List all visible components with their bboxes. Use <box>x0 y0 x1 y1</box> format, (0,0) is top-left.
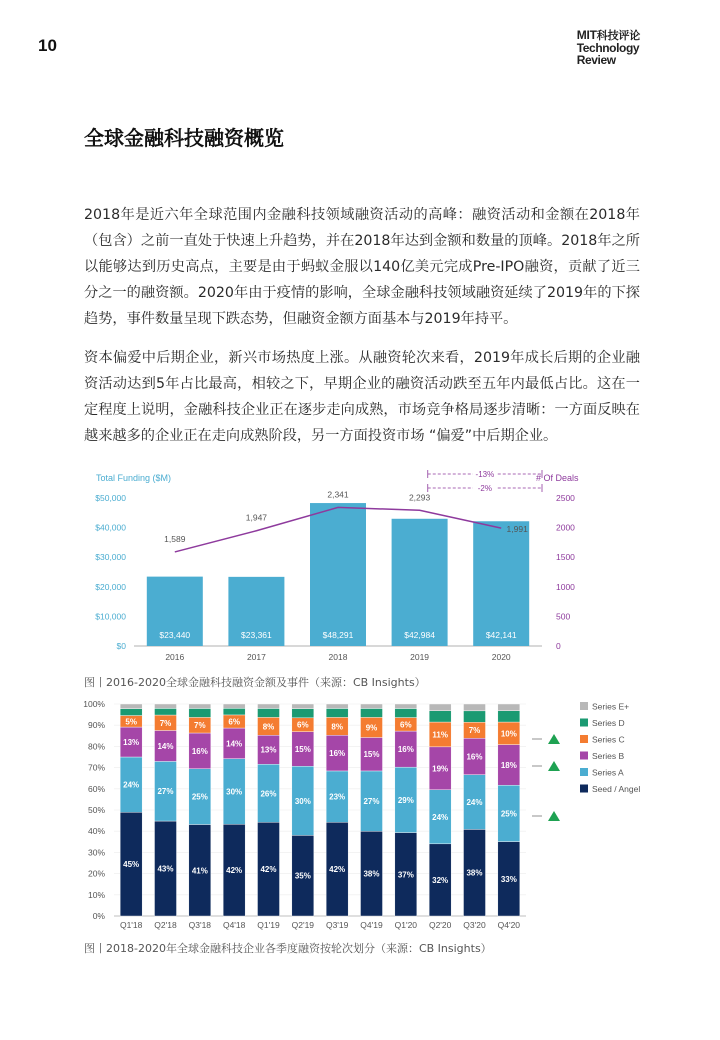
segment-value-label: 16% <box>191 746 208 756</box>
funding-bar <box>473 521 529 646</box>
section-title: 全球金融科技融资概览 <box>84 126 284 150</box>
right-tick-label: 1000 <box>556 581 575 592</box>
annotation-label: -2% <box>477 484 492 493</box>
right-tick-label: 2000 <box>556 522 575 533</box>
y-tick-label: 80% <box>87 741 105 752</box>
paragraph-1: 2018年是近六年全球范围内金融科技领域融资活动的高峰：融资活动和金额在2018年（包含）之前一直处于快速上升趋势，并在2018年达到金额和数量的顶峰。2018年之所以能够达到历史高点，主要是由于蚂蚁金服以140亿美元完成Pre-IPO融资，贡献了近三分之一的融资额。2020年由于疫情的影响，全球金融科技领域融资延续了2019年的下探趋势，事件数量呈现下跌态势，但融资金额方面基本与2019年持平。 <box>84 207 640 327</box>
segment-value-label: 16% <box>466 752 483 762</box>
funding-value-label: $42,141 <box>485 630 517 640</box>
x-tick-label: 2018 <box>328 652 348 662</box>
paragraph-2: 资本偏爱中后期企业，新兴市场热度上涨。从融资轮次来看，2019年成长后期的企业融资活动达到5年占比最高，相较之下，早期企业的融资活动跌至五年内最低占比。这在一定程度上说明，金融科技企业正在逐步走向成熟，市场竞争格局逐步清晰：一方面反映在越来越多的企业正在走向成熟阶段，另一方面投资市场 “偏爱”中后期企业。 <box>84 350 640 444</box>
segment-value-label: 42% <box>226 866 243 876</box>
stack-segment <box>120 709 142 716</box>
funding-bar <box>310 503 366 646</box>
x-tick-label: Q2'19 <box>291 920 315 930</box>
segment-value-label: 6% <box>297 720 309 730</box>
legend-label: Series E+ <box>592 701 630 712</box>
segment-value-label: 24% <box>432 812 449 822</box>
segment-value-label: 45% <box>123 860 140 870</box>
brand-line-2: Technology <box>576 41 640 55</box>
y-tick-label: 60% <box>87 783 105 794</box>
page-number: 10 <box>38 36 57 55</box>
x-tick-label: Q1'18 <box>119 920 143 930</box>
deals-value-label: 1,991 <box>506 524 528 535</box>
stack-segment <box>258 708 280 717</box>
brand-line-3: Review <box>576 53 616 67</box>
up-arrow-icon <box>548 734 560 744</box>
segment-value-label: 26% <box>260 789 277 799</box>
x-tick-label: 2016 <box>165 652 185 662</box>
segment-value-label: 30% <box>294 796 311 806</box>
segment-value-label: 37% <box>397 870 414 880</box>
funding-value-label: $23,440 <box>159 630 191 640</box>
x-tick-label: Q3'19 <box>325 920 349 930</box>
stack-segment <box>155 704 177 708</box>
deals-value-label: 1,589 <box>164 533 186 544</box>
stack-segment <box>189 704 211 708</box>
segment-value-label: 32% <box>432 875 449 885</box>
right-tick-label: 1500 <box>556 552 575 563</box>
stack-segment <box>464 704 486 711</box>
brand-logo <box>560 30 640 68</box>
segment-value-label: 41% <box>191 866 208 876</box>
right-tick-label: 2500 <box>556 493 575 503</box>
segment-value-label: 8% <box>262 722 275 732</box>
stack-segment <box>223 704 245 708</box>
segment-value-label: 38% <box>466 868 483 878</box>
left-tick-label: $40,000 <box>95 522 126 533</box>
segment-value-label: 6% <box>400 720 412 730</box>
segment-value-label: 9% <box>365 723 378 733</box>
segment-value-label: 27% <box>157 787 174 797</box>
segment-value-label: 15% <box>363 750 380 760</box>
segment-value-label: 7% <box>468 726 481 736</box>
segment-value-label: 38% <box>363 869 380 879</box>
segment-value-label: 19% <box>432 764 449 774</box>
right-tick-label: 0 <box>556 641 561 651</box>
segment-value-label: 42% <box>329 865 346 875</box>
stack-segment <box>498 704 520 711</box>
x-tick-label: Q2'18 <box>154 920 177 930</box>
legend-label: Seed / Angel <box>592 784 641 794</box>
legend-swatch <box>580 785 588 793</box>
y-tick-label: 50% <box>87 805 105 815</box>
legend-swatch <box>580 719 588 727</box>
segment-value-label: 18% <box>500 760 517 770</box>
left-tick-label: $30,000 <box>95 552 126 563</box>
segment-value-label: 14% <box>226 739 243 749</box>
y-tick-label: 90% <box>87 720 105 731</box>
legend-label: Series C <box>592 734 625 745</box>
segment-value-label: 11% <box>432 730 448 740</box>
funding-bar <box>392 519 448 646</box>
legend-label: Series D <box>592 718 625 728</box>
brand-line-1: MIT科技评论 <box>576 28 640 42</box>
y-tick-label: 10% <box>87 889 105 900</box>
segment-value-label: 25% <box>500 809 517 819</box>
x-tick-label: Q1'19 <box>257 920 280 930</box>
segment-value-label: 24% <box>466 798 483 808</box>
segment-value-label: 23% <box>329 792 346 802</box>
stack-segment <box>326 704 348 708</box>
funding-value-label: $23,361 <box>241 630 272 640</box>
segment-value-label: 35% <box>294 871 311 881</box>
y-tick-label: 30% <box>87 847 105 858</box>
funding-value-label: $42,984 <box>404 630 435 640</box>
caption-funding-chart: 图丨2016-2020全球金融科技融资金额及事件（来源：CB Insights） <box>84 676 426 689</box>
segment-value-label: 25% <box>191 792 208 802</box>
deals-value-label: 1,947 <box>245 512 268 523</box>
stack-segment <box>155 708 177 715</box>
segment-value-label: 29% <box>397 795 414 805</box>
deals-value-label: 2,293 <box>408 492 431 503</box>
x-tick-label: Q4'20 <box>497 920 521 930</box>
right-axis-title: # Of Deals <box>536 473 579 483</box>
stack-segment <box>326 708 348 717</box>
segment-value-label: 30% <box>226 787 243 797</box>
segment-value-label: 33% <box>500 874 517 884</box>
x-tick-label: 2017 <box>246 652 266 662</box>
stack-segment <box>292 709 314 718</box>
x-tick-label: Q3'20 <box>463 920 486 930</box>
legend-swatch <box>580 735 588 743</box>
stack-segment <box>189 708 211 717</box>
segment-value-label: 24% <box>123 780 140 790</box>
segment-value-label: 13% <box>260 745 277 755</box>
y-tick-label: 20% <box>87 868 105 879</box>
up-arrow-icon <box>548 811 560 821</box>
legend-label: Series B <box>592 751 625 761</box>
y-tick-label: 100% <box>83 699 105 709</box>
x-tick-label: Q4'19 <box>360 920 383 930</box>
stage-share-chart <box>80 694 660 934</box>
y-tick-label: 0% <box>92 911 105 921</box>
left-tick-label: $10,000 <box>95 611 126 622</box>
x-tick-label: 2020 <box>491 652 511 662</box>
stack-segment <box>429 711 451 722</box>
segment-value-label: 16% <box>329 749 346 759</box>
segment-value-label: 8% <box>331 722 343 732</box>
x-tick-label: Q2'20 <box>428 920 452 930</box>
legend-swatch <box>580 752 588 760</box>
stack-segment <box>464 711 486 722</box>
annotation-label: -13% <box>475 470 495 479</box>
x-tick-label: Q1'20 <box>394 920 418 930</box>
stack-segment <box>258 704 280 708</box>
x-tick-label: Q4'18 <box>222 920 246 930</box>
segment-value-label: 10% <box>500 729 517 739</box>
deals-value-label: 2,341 <box>327 489 349 500</box>
x-tick-label: Q3'18 <box>188 920 212 930</box>
legend-label: Series A <box>592 767 624 778</box>
stack-segment <box>498 711 520 722</box>
left-axis-title: Total Funding ($M) <box>96 473 172 483</box>
x-tick-label: 2019 <box>410 652 430 662</box>
left-tick-label: $20,000 <box>95 581 126 592</box>
stack-segment <box>223 708 245 715</box>
segment-value-label: 42% <box>260 865 277 875</box>
y-tick-label: 70% <box>87 762 105 773</box>
segment-value-label: 5% <box>125 717 137 727</box>
left-tick-label: $50,000 <box>95 493 126 503</box>
segment-value-label: 7% <box>159 718 172 728</box>
stack-segment <box>361 704 383 708</box>
stack-segment <box>395 709 417 718</box>
segment-value-label: 27% <box>363 797 380 807</box>
stack-segment <box>395 704 417 709</box>
right-tick-label: 500 <box>556 611 571 622</box>
stack-segment <box>361 708 383 717</box>
funding-chart <box>80 468 660 668</box>
caption-stage-chart: 图丨2018-2020年全球金融科技企业各季度融资按轮次划分（来源：CB Insights） <box>84 942 492 955</box>
segment-value-label: 7% <box>194 721 206 731</box>
up-arrow-icon <box>548 761 560 771</box>
legend-swatch <box>580 768 588 776</box>
segment-value-label: 16% <box>397 745 414 755</box>
stack-segment <box>292 704 314 709</box>
y-tick-label: 40% <box>87 826 105 837</box>
segment-value-label: 13% <box>123 738 140 748</box>
segment-value-label: 6% <box>228 717 240 727</box>
stack-segment <box>429 704 451 711</box>
segment-value-label: 15% <box>294 744 311 754</box>
segment-value-label: 43% <box>157 864 174 874</box>
stack-segment <box>120 704 142 709</box>
segment-value-label: 14% <box>157 741 174 751</box>
funding-value-label: $48,291 <box>322 630 354 640</box>
left-tick-label: $0 <box>116 641 126 651</box>
legend-swatch <box>580 702 588 710</box>
